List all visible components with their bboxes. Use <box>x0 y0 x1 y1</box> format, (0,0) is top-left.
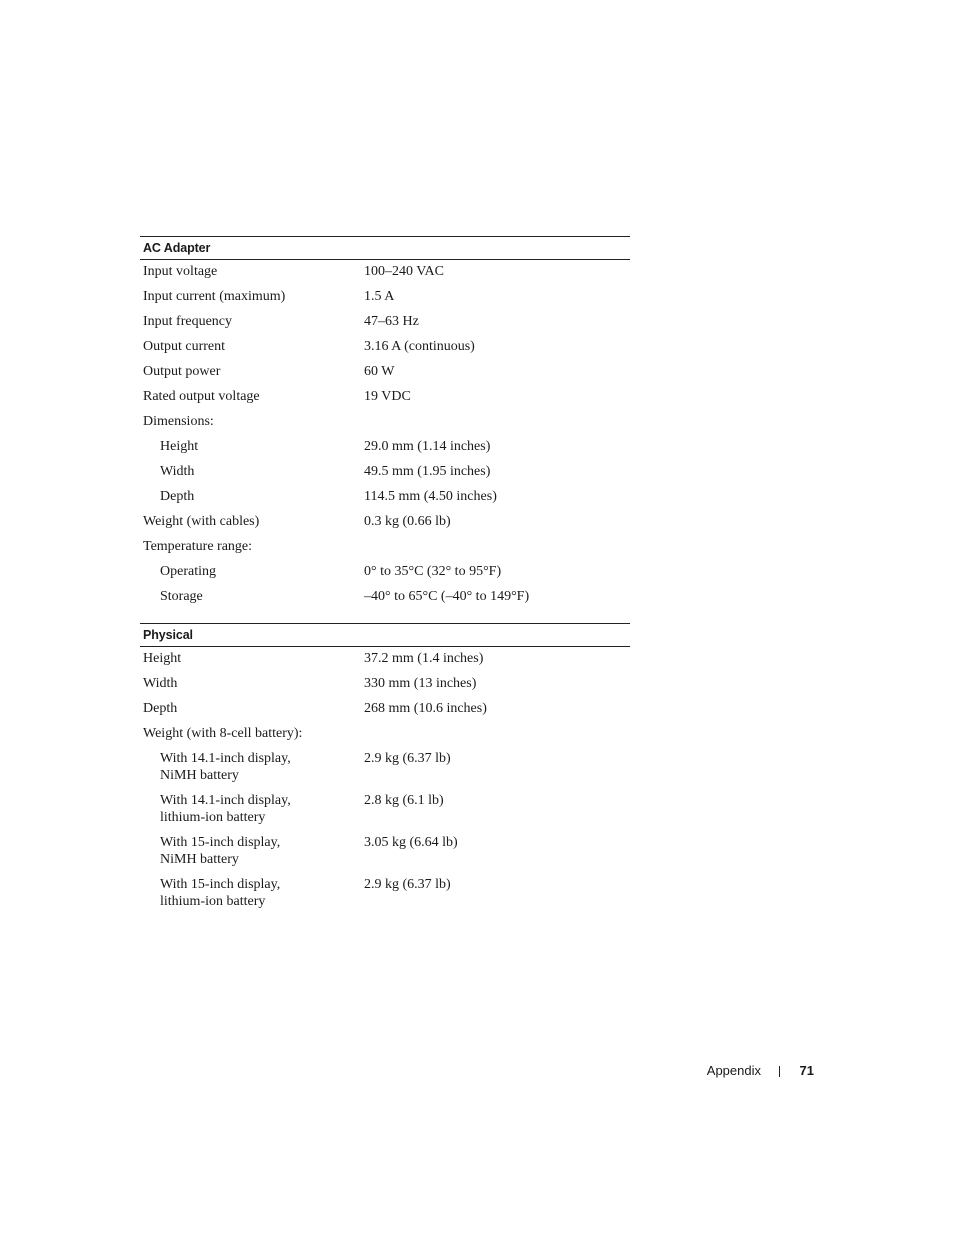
row-value: –40° to 65°C (–40° to 149°F) <box>364 589 530 604</box>
table-row <box>140 750 630 792</box>
row-label-line: With 15-inch display, <box>160 835 281 850</box>
row-label <box>140 876 364 918</box>
row-label-line: NiMH battery <box>160 768 239 783</box>
row-label: Weight (with 8-cell battery): <box>143 726 303 741</box>
row-value: 3.16 A (continuous) <box>364 339 475 354</box>
row-label: Height <box>160 439 199 454</box>
row-label: Height <box>143 651 182 666</box>
row-value: 2.8 kg (6.1 lb) <box>364 793 444 808</box>
row-label: Depth <box>143 701 178 716</box>
row-value: 268 mm (10.6 inches) <box>364 701 487 716</box>
row-label: Width <box>143 676 178 691</box>
row-value <box>364 725 630 750</box>
row-value: 330 mm (13 inches) <box>364 676 477 691</box>
table-row <box>140 834 630 876</box>
row-label-line: lithium-ion battery <box>160 810 266 825</box>
footer-section-name: Appendix <box>706 1063 761 1078</box>
ac-adapter-table <box>140 236 630 613</box>
row-value <box>364 413 630 438</box>
row-label: Rated output voltage <box>143 389 260 404</box>
row-label: Output current <box>143 339 226 354</box>
row-label: Output power <box>143 364 221 379</box>
physical-heading: Physical <box>140 623 630 647</box>
row-label: Operating <box>160 564 216 579</box>
row-label-line: lithium-ion battery <box>160 894 266 909</box>
table-row <box>140 563 630 588</box>
table-row <box>140 700 630 725</box>
table-row <box>140 313 630 338</box>
table-row <box>140 363 630 388</box>
table-row <box>140 588 630 613</box>
row-value <box>364 538 630 563</box>
table-row <box>140 438 630 463</box>
row-label: Input current (maximum) <box>143 289 286 304</box>
row-value: 100–240 VAC <box>364 264 445 279</box>
table-row <box>140 876 630 918</box>
table-row <box>140 675 630 700</box>
table-row <box>140 725 630 750</box>
row-label: Input voltage <box>143 264 218 279</box>
table-row <box>140 513 630 538</box>
row-label <box>140 750 364 792</box>
ac-adapter-heading: AC Adapter <box>140 236 630 260</box>
row-label: Storage <box>160 589 203 604</box>
table-row <box>140 338 630 363</box>
row-label: Temperature range: <box>143 539 253 554</box>
row-value: 0° to 35°C (32° to 95°F) <box>364 564 502 579</box>
physical-table <box>140 623 630 918</box>
table-row <box>140 263 630 288</box>
row-label-line: With 14.1-inch display, <box>160 751 291 766</box>
table-row <box>140 288 630 313</box>
row-value: 1.5 A <box>364 289 395 304</box>
page-number: 71 <box>799 1063 814 1078</box>
table-row <box>140 488 630 513</box>
row-label: Width <box>160 464 195 479</box>
row-label <box>140 792 364 834</box>
row-label: Weight (with cables) <box>143 514 260 529</box>
row-value: 29.0 mm (1.14 inches) <box>364 439 491 454</box>
row-label-line: NiMH battery <box>160 852 239 867</box>
row-label: Depth <box>160 489 195 504</box>
table-row <box>140 792 630 834</box>
page-footer <box>600 1062 814 1080</box>
row-label-line: With 14.1-inch display, <box>160 793 291 808</box>
row-value: 19 VDC <box>364 389 411 404</box>
row-value: 0.3 kg (0.66 lb) <box>364 514 451 529</box>
footer-separator <box>779 1066 780 1077</box>
row-value: 47–63 Hz <box>364 314 419 329</box>
row-label <box>140 834 364 876</box>
table-row <box>140 388 630 413</box>
row-value: 3.05 kg (6.64 lb) <box>364 835 458 850</box>
row-value: 37.2 mm (1.4 inches) <box>364 651 484 666</box>
row-label: Input frequency <box>143 314 233 329</box>
row-label-line: With 15-inch display, <box>160 877 281 892</box>
table-row <box>140 463 630 488</box>
row-label: Dimensions: <box>143 414 214 429</box>
row-value: 49.5 mm (1.95 inches) <box>364 464 491 479</box>
table-row <box>140 538 630 563</box>
table-row <box>140 413 630 438</box>
row-value: 114.5 mm (4.50 inches) <box>364 489 497 504</box>
row-value: 2.9 kg (6.37 lb) <box>364 751 451 766</box>
row-value: 60 W <box>364 364 395 379</box>
row-value: 2.9 kg (6.37 lb) <box>364 877 451 892</box>
table-row <box>140 650 630 675</box>
